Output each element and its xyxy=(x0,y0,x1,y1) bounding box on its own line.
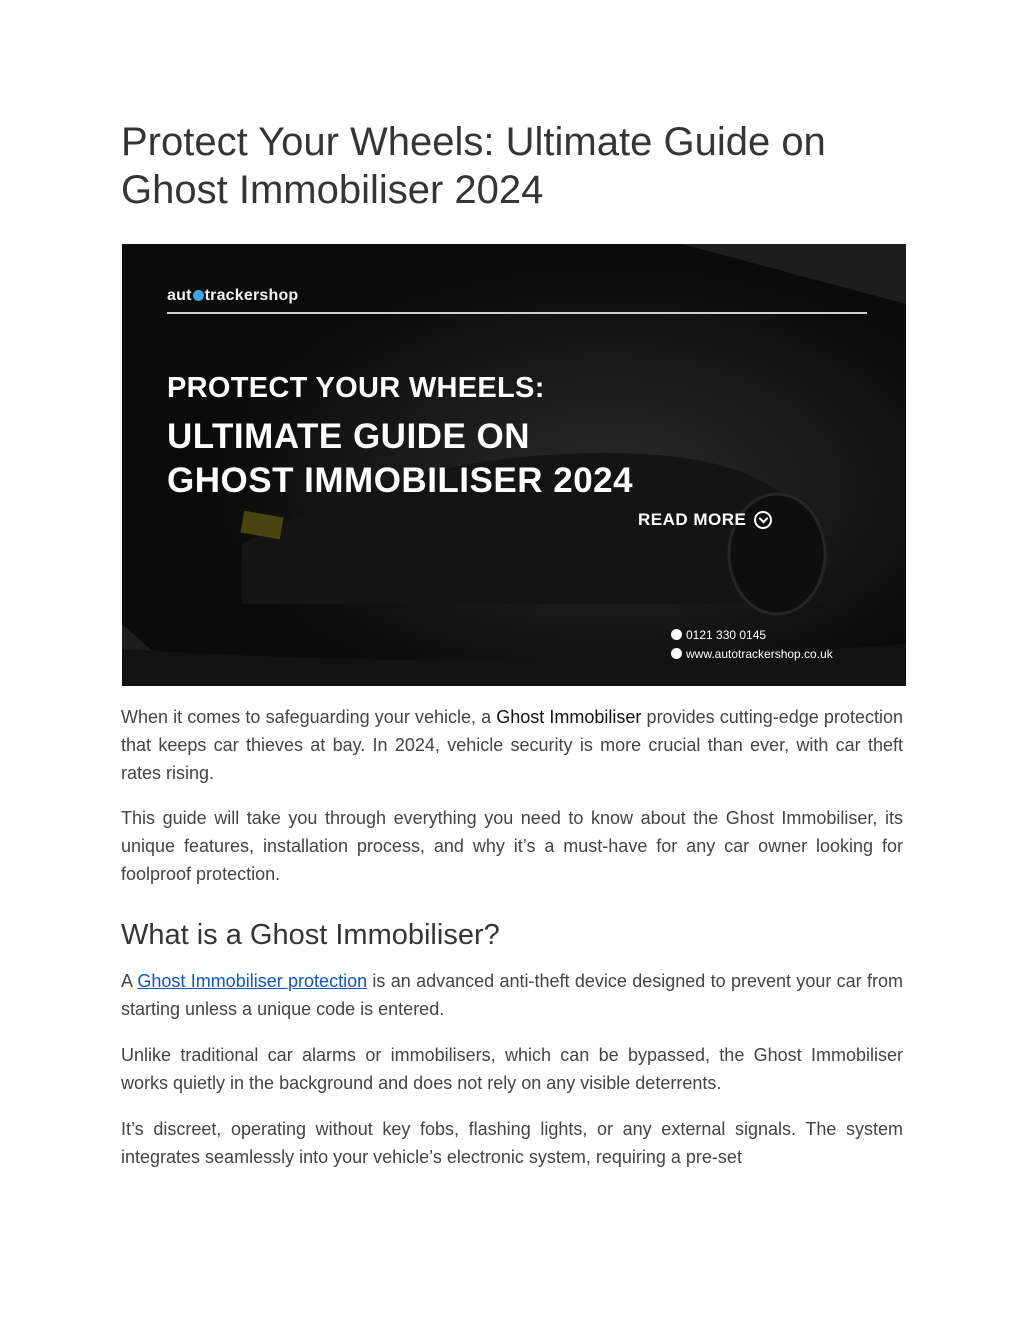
chevron-down-icon xyxy=(754,511,772,529)
discreet-paragraph: It’s discreet, operating without key fobs, flashing lights, or any external signals. The system integrates seamlessly into your vehicle’s electronic system, requiring a pre-set xyxy=(121,1119,903,1167)
page-title: Protect Your Wheels: Ultimate Guide on Ghost Immobiliser 2024 xyxy=(121,120,826,212)
brand-logo: aut trackershop xyxy=(167,287,299,304)
hero-banner-image xyxy=(122,244,906,686)
ghost-immobiliser-link[interactable]: Ghost Immobiliser protection xyxy=(137,971,368,991)
phone-contact: 0121 330 0145 xyxy=(671,628,766,642)
pin-icon xyxy=(193,290,204,301)
section-heading: What is a Ghost Immobiliser? xyxy=(121,919,500,951)
website-contact: www.autotrackershop.co.uk xyxy=(671,647,833,661)
globe-icon xyxy=(671,648,682,659)
comparison-paragraph: Unlike traditional car alarms or immobilisers, which can be bypassed, the Ghost Immobiliser works quietly in the background and does not rely on any visible deterrents. xyxy=(121,1045,903,1093)
divider xyxy=(167,312,867,314)
phone-icon xyxy=(671,629,682,640)
highlight-text: Ghost Immobiliser xyxy=(496,707,642,727)
intro-paragraph: When it comes to safeguarding your vehicle, a Ghost Immobiliser provides cutting-edge protection that keeps car thieves at bay. In 2024, vehicle security is more crucial than ever, with car theft rates rising. xyxy=(121,707,903,783)
guide-paragraph: This guide will take you through everything you need to know about the Ghost Immobiliser, its unique features, installation process, and why it’s a must-have for any car owner looking for foolproof protection. xyxy=(121,808,903,884)
definition-paragraph: A Ghost Immobiliser protection is an advanced anti-theft device designed to prevent your car from starting unless a unique code is entered. xyxy=(121,971,903,1019)
hero-headline-2 xyxy=(167,415,633,503)
hero-headline-line: GHOST IMMOBILISER 2024 xyxy=(167,461,634,500)
hero-headline-line: ULTIMATE GUIDE ON xyxy=(167,417,531,456)
read-more-label: READ MORE xyxy=(638,510,772,530)
hero-headline-1: PROTECT YOUR WHEELS: xyxy=(167,372,545,404)
